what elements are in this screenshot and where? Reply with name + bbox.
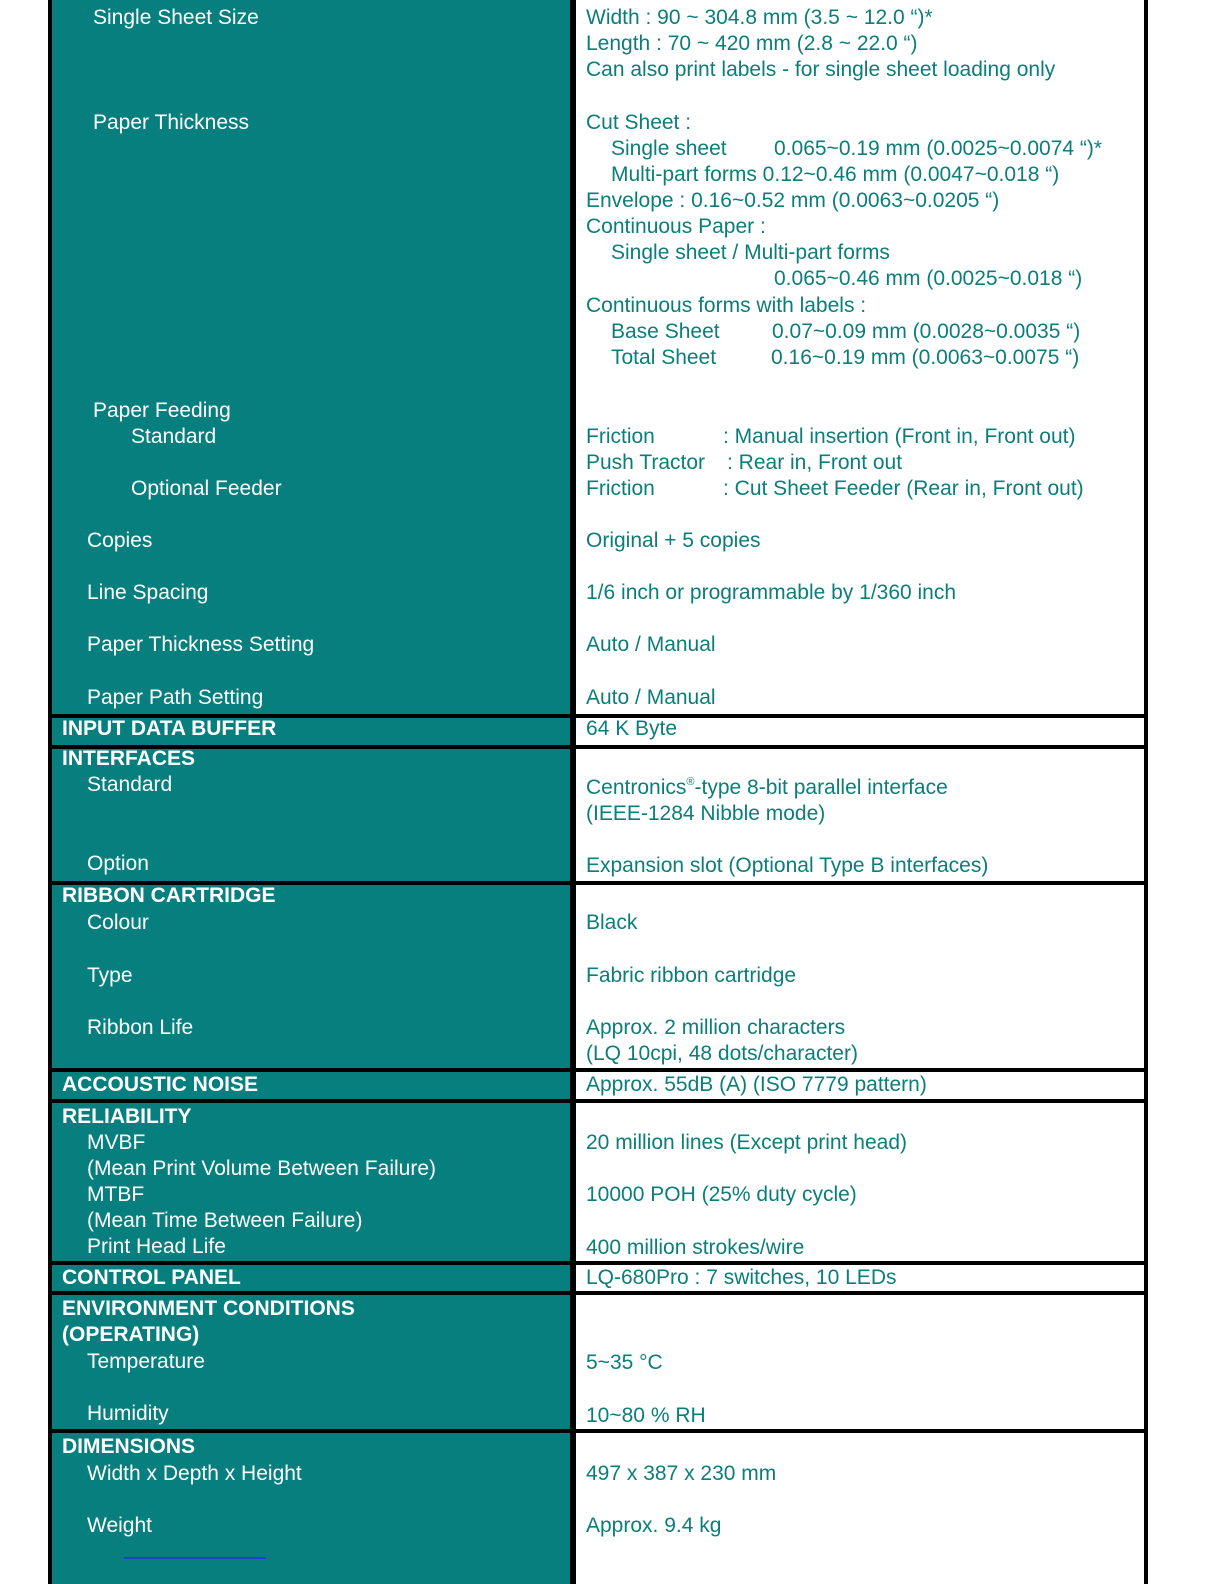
value-total-sheet: 0.16~0.19 mm (0.0063~0.0075 “) — [771, 346, 1080, 369]
value-line-spacing: 1/6 inch or programmable by 1/360 inch — [586, 581, 957, 604]
heading-reliability: RELIABILITY — [62, 1105, 192, 1128]
value-continuous-labels: Continuous forms with labels : — [586, 294, 867, 317]
section-reliability — [48, 1103, 1148, 1261]
value-width: Width : 90 ~ 304.8 mm (3.5 ~ 12.0 “)* — [586, 6, 933, 29]
value-ribbon-life: Approx. 2 million characters — [586, 1016, 846, 1039]
value-cell — [576, 1072, 1144, 1099]
heading-dimensions: DIMENSIONS — [62, 1435, 196, 1458]
heading-ribbon-cartridge: RIBBON CARTRIDGE — [62, 884, 276, 907]
heading-operating: (OPERATING) — [62, 1323, 200, 1346]
value-print-head-life: 400 million strokes/wire — [586, 1236, 805, 1259]
label-optional-feeder: Optional Feeder — [131, 477, 282, 500]
section-ribbon-cartridge — [48, 885, 1148, 1068]
heading-control-panel: CONTROL PANEL — [62, 1266, 241, 1289]
value-input-buffer: 64 K Byte — [586, 717, 678, 740]
value-cut-sheet: Cut Sheet : — [586, 111, 692, 134]
section-accoustic-noise — [48, 1072, 1148, 1099]
value-thickness-setting: Auto / Manual — [586, 633, 716, 656]
value-mvbf: 20 million lines (Except print head) — [586, 1131, 907, 1154]
label-weight: Weight — [87, 1514, 152, 1537]
section-paper-handling — [48, 0, 1148, 714]
value-temperature: 5~35 °C — [586, 1351, 663, 1374]
value-friction2: : Cut Sheet Feeder (Rear in, Front out) — [723, 477, 1084, 500]
value-cell — [576, 718, 1144, 745]
value-wdh: 497 x 387 x 230 mm — [586, 1462, 777, 1485]
value-length: Length : 70 ~ 420 mm (2.8 ~ 22.0 “) — [586, 32, 918, 55]
label-single-sheet-size: Single Sheet Size — [93, 6, 259, 29]
label-cell — [52, 1103, 570, 1261]
label-interface-option: Option — [87, 852, 149, 875]
value-single-sheet-label: Single sheet — [611, 137, 727, 160]
label-ribbon-colour: Colour — [87, 911, 149, 934]
heading-environment: ENVIRONMENT CONDITIONS — [62, 1297, 355, 1320]
label-cell — [52, 749, 570, 881]
label-mvbf-long: (Mean Print Volume Between Failure) — [87, 1157, 436, 1180]
value-cell — [576, 1103, 1144, 1261]
link-underline — [124, 1557, 266, 1559]
value-accoustic-noise: Approx. 55dB (A) (ISO 7779 pattern) — [586, 1073, 927, 1096]
label-ribbon-type: Type — [87, 964, 133, 987]
value-interface-standard-mode: (IEEE-1284 Nibble mode) — [586, 802, 826, 825]
label-temperature: Temperature — [87, 1350, 205, 1373]
value-envelope: Envelope : 0.16~0.52 mm (0.0063~0.0205 “) — [586, 189, 1000, 212]
value-interface-standard: Centronics®-type 8-bit parallel interface — [586, 776, 948, 799]
value-continuous-paper: Continuous Paper : — [586, 215, 766, 238]
value-cell — [576, 1433, 1144, 1584]
heading-input-buffer: INPUT DATA BUFFER — [62, 717, 277, 740]
value-friction2-label: Friction — [586, 477, 655, 500]
heading-interfaces: INTERFACES — [62, 747, 196, 770]
label-line-spacing: Line Spacing — [87, 581, 209, 604]
value-cell — [576, 0, 1144, 714]
label-paper-feeding: Paper Feeding — [93, 399, 231, 422]
spec-table — [48, 0, 1148, 1584]
value-cell — [576, 749, 1144, 881]
label-cell — [52, 718, 570, 745]
value-ribbon-colour: Black — [586, 911, 638, 934]
value-copies: Original + 5 copies — [586, 529, 761, 552]
label-print-head-life: Print Head Life — [87, 1235, 226, 1258]
value-push-tractor-label: Push Tractor — [586, 451, 706, 474]
value-cell — [576, 1265, 1144, 1291]
value-ribbon-type: Fabric ribbon cartridge — [586, 964, 797, 987]
value-labels-note: Can also print labels - for single sheet loading only — [586, 58, 1056, 81]
value-cell — [576, 885, 1144, 1068]
value-total-sheet-label: Total Sheet — [611, 346, 717, 369]
value-base-sheet-label: Base Sheet — [611, 320, 720, 343]
value-multipart: Multi-part forms 0.12~0.46 mm (0.0047~0.018 “) — [611, 163, 1060, 186]
value-single-sheet: 0.065~0.19 mm (0.0025~0.0074 “)* — [774, 137, 1103, 160]
label-mtbf: MTBF — [87, 1183, 145, 1206]
label-paper-thickness-setting: Paper Thickness Setting — [87, 633, 315, 656]
value-ribbon-life-detail: (LQ 10cpi, 48 dots/character) — [586, 1042, 858, 1065]
label-paper-path-setting: Paper Path Setting — [87, 686, 264, 709]
value-single-multipart: Single sheet / Multi-part forms — [611, 241, 890, 264]
value-friction-label: Friction — [586, 425, 655, 448]
value-cell — [576, 1295, 1144, 1429]
label-standard: Standard — [131, 425, 217, 448]
value-mtbf: 10000 POH (25% duty cycle) — [586, 1183, 857, 1206]
value-push-tractor: : Rear in, Front out — [727, 451, 903, 474]
value-base-sheet: 0.07~0.09 mm (0.0028~0.0035 “) — [772, 320, 1081, 343]
value-interface-option: Expansion slot (Optional Type B interfaces) — [586, 854, 989, 877]
label-ribbon-life: Ribbon Life — [87, 1016, 194, 1039]
value-humidity: 10~80 % RH — [586, 1404, 706, 1427]
section-dimensions — [48, 1433, 1148, 1584]
value-single-multipart-thickness: 0.065~0.46 mm (0.0025~0.018 “) — [774, 267, 1083, 290]
label-cell — [52, 885, 570, 1068]
label-wdh: Width x Depth x Height — [87, 1462, 302, 1485]
section-interfaces — [48, 749, 1148, 881]
label-humidity: Humidity — [87, 1402, 169, 1425]
label-paper-thickness: Paper Thickness — [93, 111, 250, 134]
value-weight: Approx. 9.4 kg — [586, 1514, 722, 1537]
value-control-panel: LQ-680Pro : 7 switches, 10 LEDs — [586, 1266, 897, 1289]
value-path-setting: Auto / Manual — [586, 686, 716, 709]
section-environment — [48, 1295, 1148, 1429]
label-mvbf: MVBF — [87, 1131, 146, 1154]
section-control-panel — [48, 1265, 1148, 1291]
label-cell — [52, 1265, 570, 1291]
label-cell — [52, 1072, 570, 1099]
label-mtbf-long: (Mean Time Between Failure) — [87, 1209, 363, 1232]
label-cell — [52, 1295, 570, 1429]
value-friction: : Manual insertion (Front in, Front out) — [723, 425, 1076, 448]
heading-accoustic-noise: ACCOUSTIC NOISE — [62, 1073, 259, 1096]
label-copies: Copies — [87, 529, 153, 552]
label-interface-standard: Standard — [87, 773, 173, 796]
label-cell — [52, 0, 570, 714]
section-input-buffer — [48, 718, 1148, 745]
label-cell — [52, 1433, 570, 1584]
